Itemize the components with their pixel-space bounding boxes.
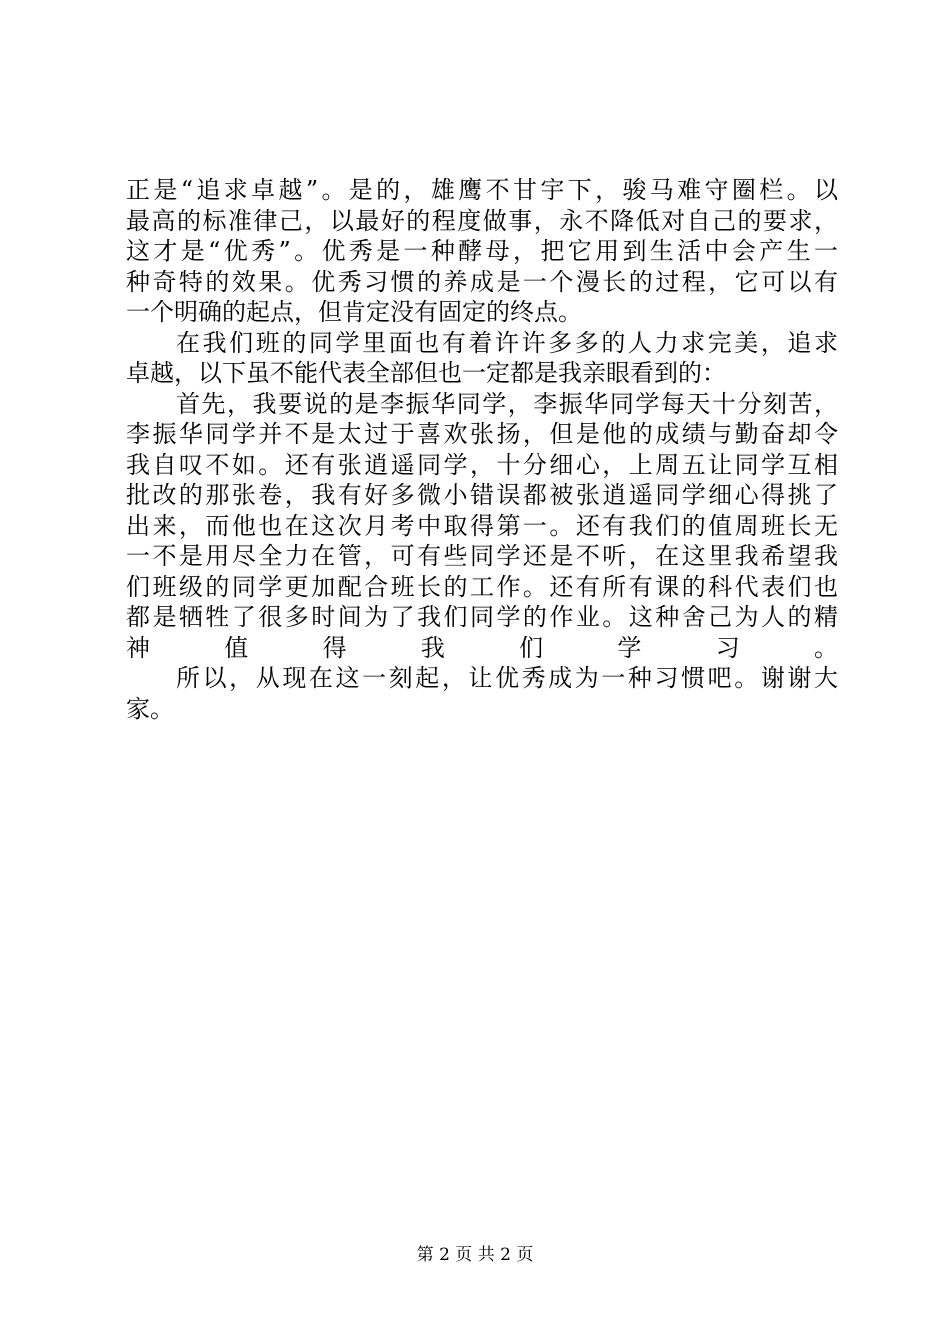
text-line: 所以，从现在这一刻起，让优秀成为一种习惯吧。谢谢大 [176,664,838,692]
page-footer: 第 2 页 共 2 页 [416,1245,534,1265]
text-line: 这才是“优秀”。优秀是一种酵母，把它用到生活中会产生一 [126,237,838,265]
text-line: 神值得我们学习。 [126,633,838,662]
text-line: 正是“追求卓越”。是的，雄鹰不甘宇下，骏马难守圈栏。以 [126,176,838,204]
text-line: 在我们班的同学里面也有着许许多多的人力求完美，追求 [176,328,838,357]
text-line: 种奇特的效果。优秀习惯的养成是一个漫长的过程，它可以有 [126,267,838,296]
paragraph-2 [126,328,838,389]
document-body [126,175,838,724]
paragraph-3 [126,389,838,664]
text-line: 一不是用尽全力在管，可有些同学还是不听，在这里我希望我 [126,542,838,570]
text-line: 最高的标准律己，以最好的程度做事，永不降低对自己的要求， [126,206,838,235]
text-line: 批改的那张卷，我有好多微小错误都被张逍遥同学细心得挑了 [126,481,838,509]
text-line: 卓越，以下虽不能代表全部但也一定都是我亲眼看到的： [126,359,726,387]
text-line: 一个明确的起点，但肯定没有固定的终点。 [126,298,582,326]
text-line: 我自叹不如。还有张逍遥同学，十分细心，上周五让同学互相 [126,450,838,479]
paragraph-1 [126,175,838,328]
text-line: 们班级的同学更加配合班长的工作。还有所有课的科代表们也 [126,572,838,601]
text-line: 都是牺牲了很多时间为了我们同学的作业。这种舍己为人的精 [126,603,838,631]
text-line: 李振华同学并不是太过于喜欢张扬，但是他的成绩与勤奋却令 [126,420,838,448]
text-line: 家。 [126,694,174,723]
text-line: 出来，而他也在这次月考中取得第一。还有我们的值周班长无 [126,511,838,540]
paragraph-4 [126,663,838,724]
text-line: 首先，我要说的是李振华同学，李振华同学每天十分刻苦， [176,389,838,418]
